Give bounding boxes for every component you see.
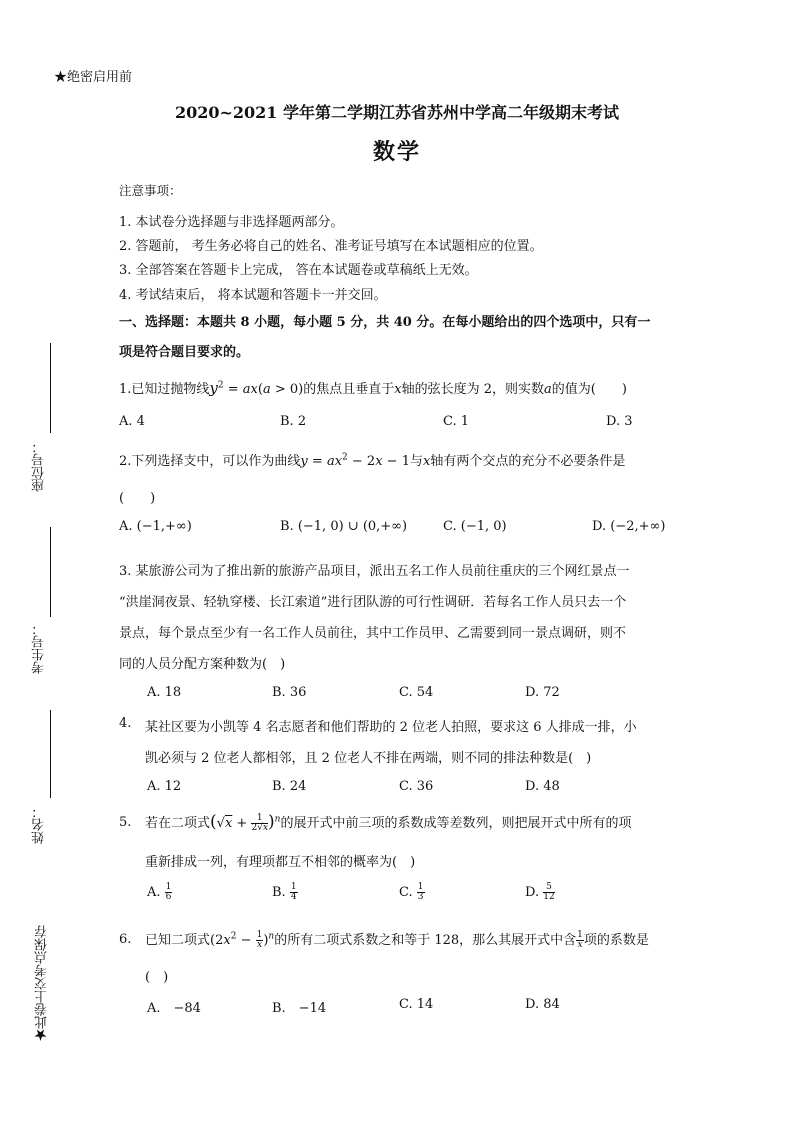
name-label: 姓名：: [32, 805, 47, 844]
notice-item: 3. 全部答案在答题卡上完成， 答在本试题卷或草稿纸上无效。: [119, 263, 478, 278]
option-c: C. 54: [399, 685, 434, 700]
exam-no-line: [50, 527, 51, 617]
name-line: [50, 710, 51, 798]
option-a: A. 4: [119, 414, 145, 429]
option-a: A. 12: [147, 779, 182, 794]
option-d: D. 3: [606, 414, 633, 429]
notice-item: 1. 本试卷分选择题与非选择题两部分。: [119, 215, 344, 230]
option-b: B. $\frac{1}{4}$: [272, 882, 297, 902]
question-2: 2.下列选择支中，可以作为曲线$y = ax^2 - 2x - 1$与x轴有两个交点的充分不必要条件是: [119, 452, 626, 469]
question-3-line: 3. 某旅游公司为了推出新的旅游产品项目，派出五名工作人员前往重庆的三个网红景点一: [119, 564, 630, 579]
question-3-line: 景点，每个景点至少有一名工作人员前往，其中工作员甲、乙需要到同一景点调研，则不: [119, 626, 627, 641]
option-a: A. −84: [147, 1001, 201, 1016]
option-c: C. 1: [443, 414, 470, 429]
subject-title: 数学: [372, 139, 421, 165]
question-4-number: 4.: [119, 716, 132, 731]
question-5: 若在二项式(√x + $\frac{1}{2√x}$ )$^n$的展开式中前三项的系数成等差数列，则把展开式中所有的项: [145, 812, 632, 833]
section-heading: 一、选择题：本题共 8 小题，每小题 5 分，共 40 分。在每小题给出的四个选项中，只有一: [119, 315, 651, 330]
seat-label: 座位号：: [32, 440, 47, 492]
option-a: A. $\frac{1}{6}$: [147, 882, 172, 902]
question-4-line: 某社区要为小凯等 4 名志愿者和他们帮助的 2 位老人拍照，要求这 6 人排成一排，小: [145, 720, 637, 735]
question-6: 已知二项式($2x^2$ − $\frac{1}{x}$ )$^n$的所有二项式系数之和等于 128，那么其展开式中含 $\frac{1}{x}$ 项的系数是: [145, 930, 649, 950]
option-c: C. $\frac{1}{3}$: [399, 882, 424, 902]
answer-paren: ( ): [145, 970, 169, 985]
question-1: 1.已知过抛物线$y^2 = ax(a > 0)$的焦点且垂直于x轴的弦长度为 2，则实数a的值为( ): [119, 379, 627, 397]
option-a: A. 18: [147, 685, 182, 700]
keep-note: ★此卷上交考点保存: [35, 925, 50, 1042]
secret-label: ★绝密启用前: [54, 70, 133, 85]
notice-item: 4. 考试结束后， 将本试题和答题卡一并交回。: [119, 288, 387, 303]
option-a: A. (−1,+∞): [119, 519, 192, 534]
exam-no-label: 考生号：: [32, 622, 47, 674]
option-d: D. 48: [525, 779, 560, 794]
option-c: C. 36: [399, 779, 434, 794]
exam-title: 2020~2021 学年第二学期江苏省苏州中学高二年级期末考试: [174, 103, 620, 122]
answer-paren: ( ): [119, 491, 156, 506]
option-c: C. (−1, 0): [443, 519, 507, 534]
question-6-number: 6.: [119, 932, 132, 947]
option-d: D. $\frac{5}{12}$: [525, 882, 555, 902]
section-heading-cont: 项是符合题目要求的。: [119, 345, 250, 360]
question-4-line: 凯必须与 2 位老人都相邻，且 2 位老人不排在两端，则不同的排法种数是( ): [145, 751, 592, 766]
option-b: B. −14: [272, 1001, 327, 1016]
option-c: C. 14: [399, 997, 434, 1012]
notice-heading: 注意事项：: [119, 183, 182, 198]
question-5-number: 5.: [119, 815, 132, 830]
seat-line: [50, 343, 51, 433]
option-d: D. 72: [525, 685, 560, 700]
question-3-line: “洪崖洞夜景、轻轨穿楼、长江索道”进行团队游的可行性调研．若每名工作人员只去一个: [119, 595, 627, 610]
question-3-line: 同的人员分配方案种数为( ): [119, 657, 286, 672]
option-b: B. 24: [272, 779, 307, 794]
question-5-line2: 重新排成一列，有理项都互不相邻的概率为( ): [145, 855, 416, 870]
notice-item: 2. 答题前， 考生务必将自己的姓名、准考证号填写在本试题相应的位置。: [119, 239, 543, 254]
option-b: B. 2: [280, 414, 307, 429]
option-b: B. 36: [272, 685, 307, 700]
option-d: D. 84: [525, 997, 560, 1012]
option-d: D. (−2,+∞): [592, 519, 666, 534]
option-b: B. (−1, 0) ∪ (0,+∞): [280, 519, 408, 534]
